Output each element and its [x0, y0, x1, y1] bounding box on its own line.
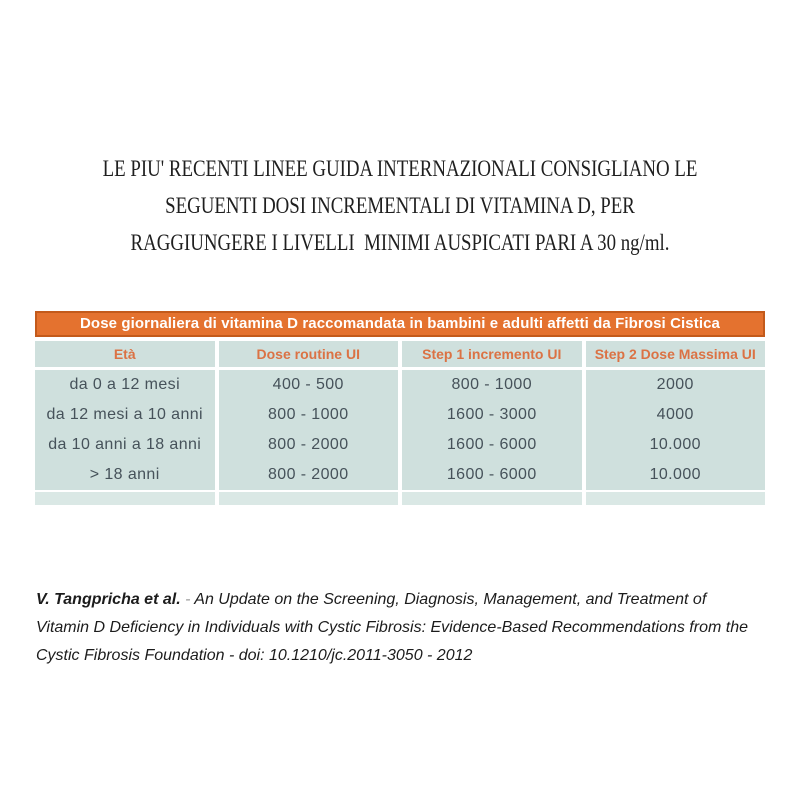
- table-cell: 10.000: [586, 430, 766, 460]
- table-cell: da 12 mesi a 10 anni: [35, 400, 215, 430]
- table-cell: 800 - 2000: [219, 430, 399, 460]
- table-footer-cell: [219, 492, 399, 505]
- table-title-bar: [35, 311, 765, 337]
- table-cell: 800 - 2000: [219, 460, 399, 490]
- table-cell: 1600 - 6000: [402, 460, 582, 490]
- citation-text: An Update on the Screening, Diagnosis, Management, and Treatment of Vitamin D Deficiency in Individuals with Cystic Fibrosis: Evidence-Based Recommendations from the Cystic Fibrosis Foundation - doi: 10.1210/jc.2011-3050 - 2012: [36, 591, 748, 664]
- column-header-step1: Step 1 incremento UI: [402, 341, 582, 367]
- page-title: [0, 150, 800, 261]
- column-header-eta: Età: [35, 341, 215, 367]
- dosage-table: [35, 311, 765, 505]
- table-cell: da 0 a 12 mesi: [35, 370, 215, 400]
- table-title: Dose giornaliera di vitamina D raccomandata in bambini e adulti affetti da Fibrosi Cistica: [80, 315, 720, 332]
- heading-line-2: SEGUENTI DOSI INCREMENTALI DI VITAMINA D, PER: [165, 193, 635, 218]
- table-cell: 800 - 1000: [219, 400, 399, 430]
- table-cell: da 10 anni a 18 anni: [35, 430, 215, 460]
- table-cell: 2000: [586, 370, 766, 400]
- heading-line-1: LE PIU' RECENTI LINEE GUIDA INTERNAZIONALI CONSIGLIANO LE: [102, 156, 698, 181]
- citation-author: V. Tangpricha et al.: [36, 591, 181, 608]
- column-header-dose-routine: Dose routine UI: [219, 341, 399, 367]
- table-cell: 1600 - 6000: [402, 430, 582, 460]
- table-cell: 4000: [586, 400, 766, 430]
- table-footer-cell: [586, 492, 766, 505]
- table-footer-cell: [402, 492, 582, 505]
- table-cell: 800 - 1000: [402, 370, 582, 400]
- table-cell: 400 - 500: [219, 370, 399, 400]
- table-footer-strip: [35, 492, 765, 505]
- table-cell: 1600 - 3000: [402, 400, 582, 430]
- column-header-step2: Step 2 Dose Massima UI: [586, 341, 766, 367]
- citation-separator: -: [180, 591, 195, 608]
- table-cell: 10.000: [586, 460, 766, 490]
- table-cell: > 18 anni: [35, 460, 215, 490]
- citation: [36, 586, 762, 670]
- table-footer-cell: [35, 492, 215, 505]
- heading-line-3: RAGGIUNGERE I LIVELLI MINIMI AUSPICATI PARI A 30 ng/ml.: [130, 230, 670, 255]
- table-body: [35, 370, 765, 490]
- table-header-row: [35, 341, 765, 367]
